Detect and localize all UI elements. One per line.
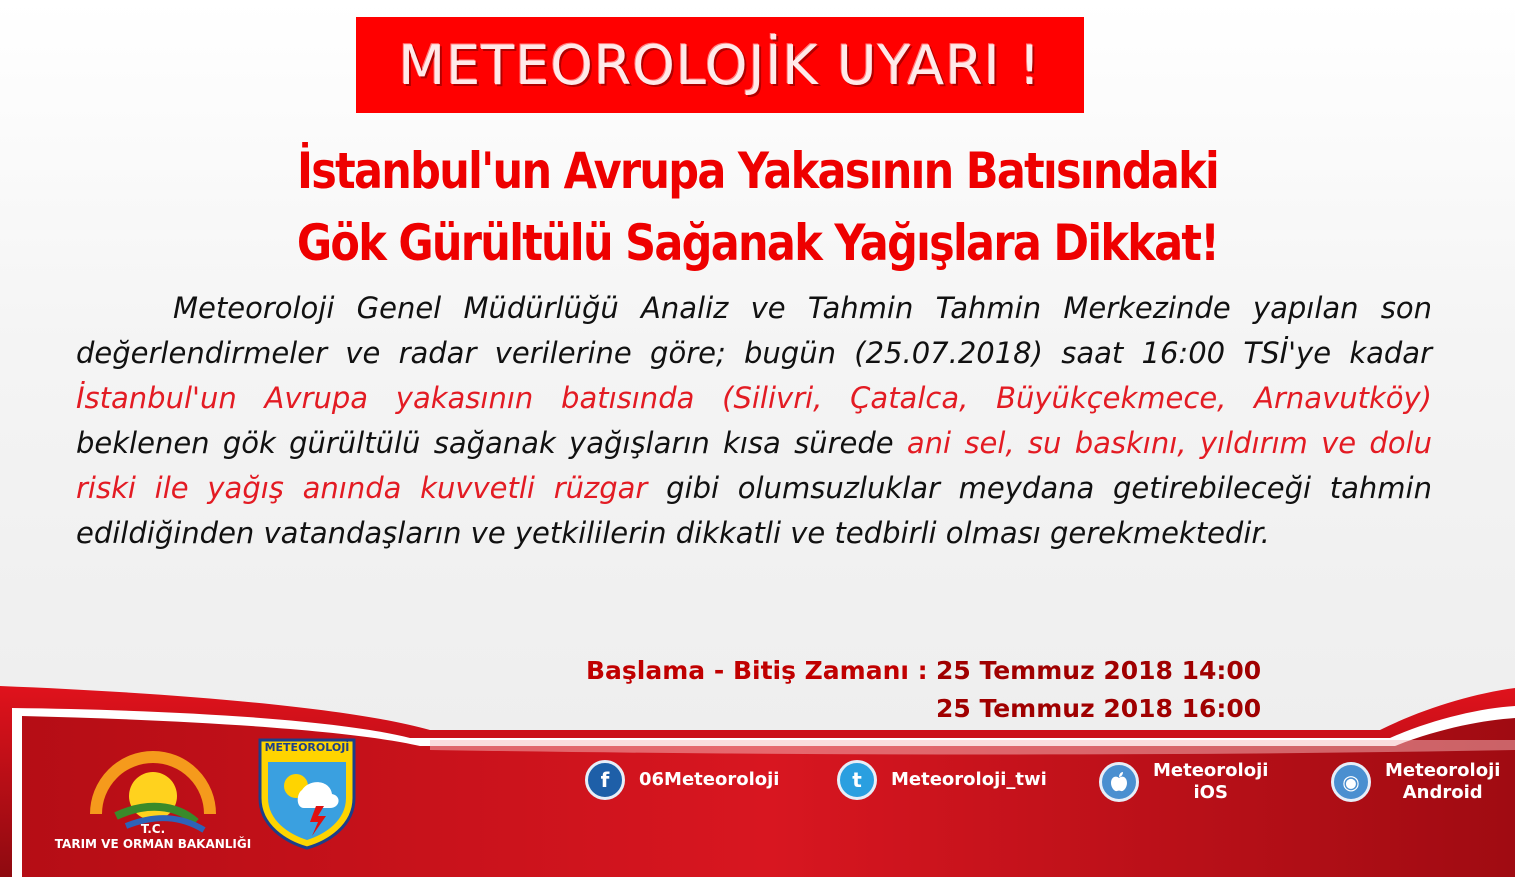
schedule-label: Başlama - Bitiş Zamanı :: [586, 656, 928, 685]
facebook-label: 06Meteoroloji: [639, 769, 780, 790]
twitter-icon: t: [837, 760, 877, 800]
ios-link[interactable]: [1099, 760, 1268, 804]
schedule-start: 25 Temmuz 2018 14:00: [936, 656, 1262, 685]
apple-glyph: [1110, 772, 1128, 792]
twitter-link[interactable]: [837, 760, 1047, 800]
body-part-3: beklenen gök gürültülü sağanak yağışların kısa sürede: [76, 426, 907, 460]
meteoroloji-logo-text: METEOROLOJİ: [264, 741, 350, 754]
ministry-name: T.C. TARIM VE ORMAN BAKANLIĞI: [54, 822, 252, 851]
ministry-logo: [86, 734, 220, 834]
apple-icon: [1099, 762, 1139, 802]
headline-line-2: Gök Gürültülü Sağanak Yağışlara Dikkat!: [296, 214, 1219, 272]
android-label: Meteoroloji Android: [1385, 760, 1501, 803]
headline-line-1: İstanbul'un Avrupa Yakasının Batısındaki: [296, 142, 1219, 200]
schedule-end: 25 Temmuz 2018 16:00: [936, 694, 1262, 723]
facebook-link[interactable]: [585, 760, 779, 800]
twitter-label: Meteoroloji_twi: [891, 769, 1047, 790]
body-part-5: gibi olumsuzluklar meydana getirebileceği tahmin edildiğinden vatandaşların ve yetkililerin dikkatli ve tedbirli olması gerekmektedir.: [76, 471, 1432, 550]
warning-banner: [356, 17, 1084, 113]
body-risk-highlight: ani sel, su baskını, yıldırım ve dolu riski ile yağış anında kuvvetli rüzgar: [76, 426, 1432, 505]
body-region-highlight: İstanbul'un Avrupa yakasının batısında (Silivri, Çatalca, Büyükçekmece, Arnavutköy): [76, 381, 1432, 415]
android-link[interactable]: [1331, 760, 1500, 804]
ios-label: Meteoroloji iOS: [1153, 760, 1269, 803]
facebook-icon: f: [585, 760, 625, 800]
meteoroloji-shield-logo: [258, 738, 356, 850]
warning-body: [76, 286, 1432, 556]
banner-title: METEOROLOJİK UYARI !: [398, 33, 1042, 97]
android-icon: ◉: [1331, 762, 1371, 802]
body-part-1: Meteoroloji Genel Müdürlüğü Analiz ve Tahmin Tahmin Merkezinde yapılan son değerlendirmeler ve radar verilerine göre; bugün (25.07.2018) saat 16:00 TSİ'ye kadar: [76, 291, 1432, 370]
